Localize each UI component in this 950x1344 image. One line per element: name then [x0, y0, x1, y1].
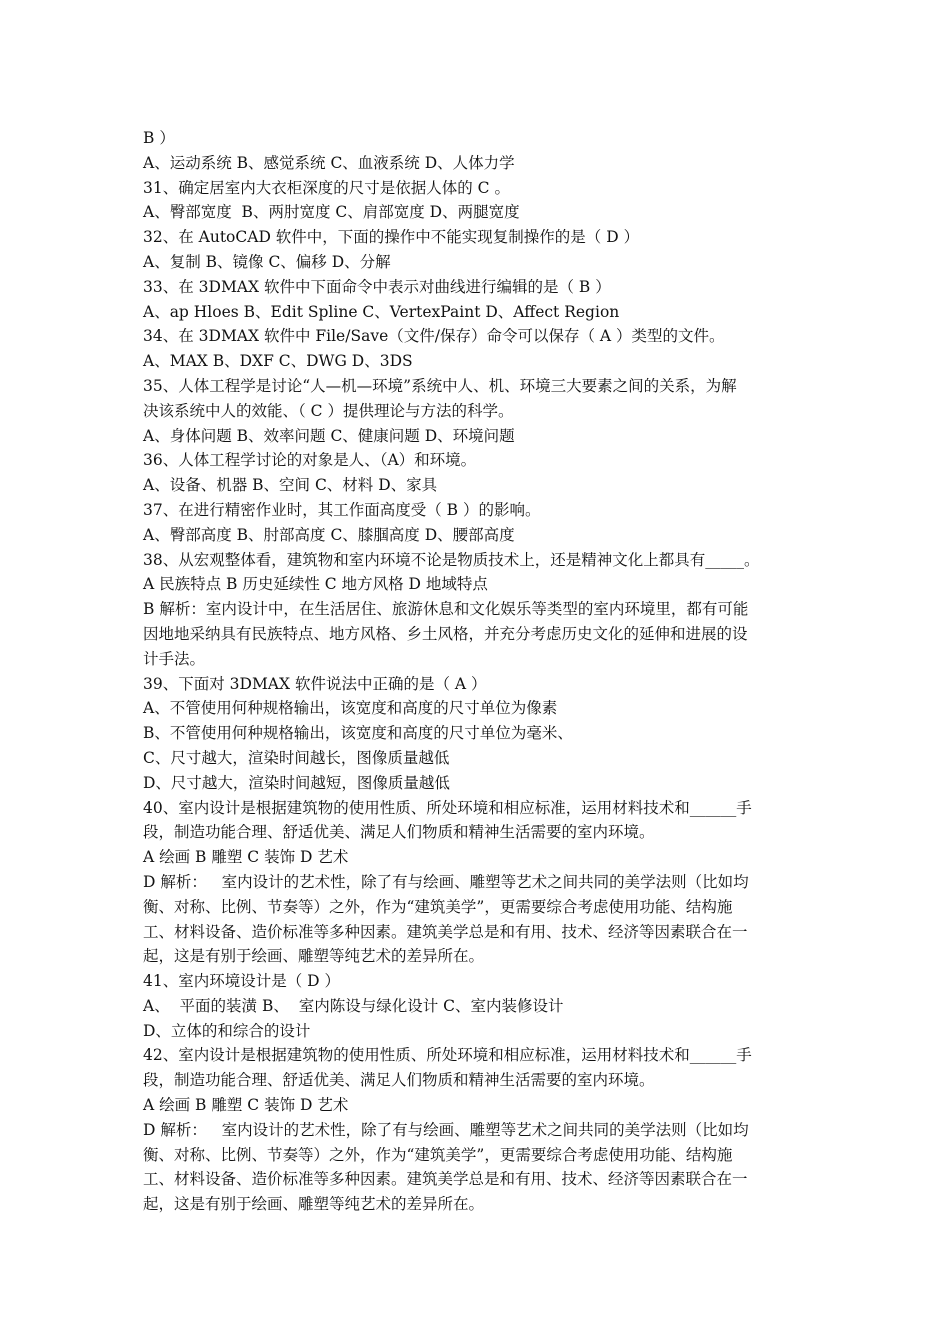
text-line: 起，这是有别于绘画、雕塑等纯艺术的差异所在。 — [143, 947, 485, 966]
text-line: 32、在 AutoCAD 软件中，下面的操作中不能实现复制操作的是（ D ） — [143, 228, 640, 247]
text-line: D、立体的和综合的设计 — [143, 1021, 311, 1040]
text-line: 31、确定居室内大衣柜深度的尺寸是依据人体的 C 。 — [143, 178, 510, 197]
text-line: 34、在 3DMAX 软件中 File/Save（文件/保存）命令可以保存（ A ）类型的文件。 — [143, 327, 725, 346]
text-line: 衡、对称、比例、节奏等）之外，作为“建筑美学”，更需要综合考虑使用功能、结构施 — [143, 1145, 733, 1164]
text-line: A、臀部高度 B、肘部高度 C、膝腘高度 D、腰部高度 — [143, 525, 515, 544]
text-line: 计手法。 — [143, 649, 206, 668]
text-line: A、不管使用何种规格输出，该宽度和高度的尺寸单位为像素 — [143, 699, 558, 718]
text-line: 40、室内设计是根据建筑物的使用性质、所处环境和相应标准，运用材料技术和______手 — [143, 798, 752, 817]
document-page — [143, 126, 813, 1217]
text-line: 41、室内环境设计是（ D ） — [143, 972, 341, 991]
text-line: B ） — [143, 129, 175, 147]
text-line: D 解析： 室内设计的艺术性，除了有与绘画、雕塑等艺术之间共同的美学法则（比如均 — [143, 1120, 749, 1139]
text-line: A、复制 B、镜像 C、偏移 D、分解 — [143, 252, 391, 271]
text-line: D 解析： 室内设计的艺术性，除了有与绘画、雕塑等艺术之间共同的美学法则（比如均 — [143, 872, 749, 891]
text-line: 35、人体工程学是讨论“人—机—环境”系统中人、机、环境三大要素之间的关系，为解 — [143, 376, 737, 395]
text-line: D、尺寸越大，渲染时间越短，图像质量越低 — [143, 773, 450, 792]
text-line: C、尺寸越大，渲染时间越长，图像质量越低 — [143, 748, 450, 767]
text-line: 起，这是有别于绘画、雕塑等纯艺术的差异所在。 — [143, 1195, 485, 1214]
text-line: A、臀部宽度 B、两肘宽度 C、肩部宽度 D、两腿宽度 — [143, 203, 520, 222]
text-line: 段，制造功能合理、舒适优美、满足人们物质和精神生活需要的室内环境。 — [143, 1071, 655, 1090]
text-line: 33、在 3DMAX 软件中下面命令中表示对曲线进行编辑的是（ B ） — [143, 277, 611, 296]
text-line: A、身体问题 B、效率问题 C、健康问题 D、环境问题 — [143, 426, 515, 445]
text-line: 决该系统中人的效能、（ C ）提供理论与方法的科学。 — [143, 401, 514, 420]
text-line: 42、室内设计是根据建筑物的使用性质、所处环境和相应标准，运用材料技术和______手 — [143, 1046, 752, 1065]
text-line: A、MAX B、DXF C、DWG D、3DS — [143, 352, 413, 371]
text-line: 36、人体工程学讨论的对象是人、（A）和环境。 — [143, 451, 477, 470]
text-line: B、不管使用何种规格输出，该宽度和高度的尺寸单位为毫米、 — [143, 724, 573, 743]
text-line: 37、在进行精密作业时，其工作面高度受（ B ）的影响。 — [143, 500, 541, 519]
text-line: 工、材料设备、造价标准等多种因素。建筑美学总是和有用、技术、经济等因素联合在一 — [143, 1170, 748, 1189]
text-line: A、运动系统 B、感觉系统 C、血液系统 D、人体力学 — [143, 153, 515, 172]
text-line: 工、材料设备、造价标准等多种因素。建筑美学总是和有用、技术、经济等因素联合在一 — [143, 922, 748, 941]
text-line: 因地地采纳具有民族特点、地方风格、乡土风格，并充分考虑历史文化的延伸和进展的设 — [143, 624, 748, 643]
text-line: 衡、对称、比例、节奏等）之外，作为“建筑美学”，更需要综合考虑使用功能、结构施 — [143, 897, 733, 916]
text-line: B 解析：室内设计中，在生活居住、旅游休息和文化娱乐等类型的室内环境里，都有可能 — [143, 600, 749, 619]
text-line: 38、从宏观整体看，建筑物和室内环境不论是物质技术上，还是精神文化上都具有_____。 — [143, 550, 760, 569]
text-line: A 民族特点 B 历史延续性 C 地方风格 D 地域特点 — [143, 575, 488, 594]
text-line: 39、下面对 3DMAX 软件说法中正确的是（ A ） — [143, 674, 487, 693]
text-line: A 绘画 B 雕塑 C 装饰 D 艺术 — [143, 848, 349, 867]
text-line: A、设备、机器 B、空间 C、材料 D、家具 — [143, 476, 438, 495]
text-line: A、 平面的装潢 B、 室内陈设与绿化设计 C、室内装修设计 — [143, 996, 564, 1015]
text-line: A、ap Hloes B、Edit Spline C、VertexPaint D、Affect Region — [143, 302, 620, 321]
text-line: A 绘画 B 雕塑 C 装饰 D 艺术 — [143, 1096, 349, 1115]
text-line: 段，制造功能合理、舒适优美、满足人们物质和精神生活需要的室内环境。 — [143, 823, 655, 842]
